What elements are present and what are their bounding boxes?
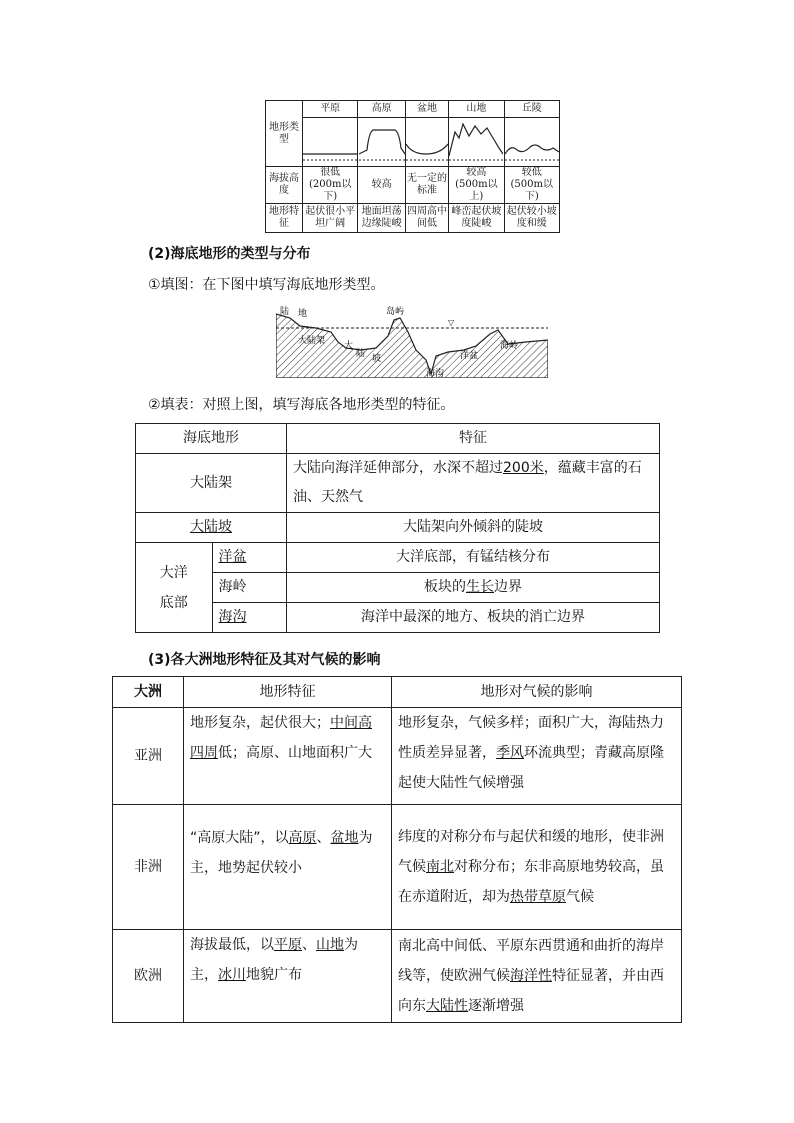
profile-hill [504,118,559,167]
label-island: 岛屿 [386,307,405,317]
seafloor-trench-name: 海沟 [212,603,286,633]
continent-africa-terrain: “高原大陆”，以高原、盆地为主，地势起伏较小 [184,805,392,930]
profile-mountain [449,118,504,167]
seafloor-header-feature: 特征 [287,424,660,454]
seafloor-shelf-feature: 大陆向海洋延伸部分，水深不超过200米，蕴藏丰富的石油、天然气 [287,454,660,513]
seafloor-table [135,423,660,633]
header-plateau: 高原 [358,101,406,118]
seafloor-ridge-feature: 板块的生长边界 [287,573,660,603]
altitude-basin: 无一定的标准 [405,167,448,204]
header-mountain: 山地 [449,101,504,118]
section3-title: (3)各大洲地形特征及其对气候的影响 [148,652,381,668]
label-slope-2: 陆 [356,349,366,359]
seafloor-ridge-name: 海岭 [212,573,286,603]
feature-mountain: 峰峦起伏坡度陡峻 [449,204,504,233]
seafloor-header-terrain: 海底地形 [136,424,287,454]
label-land-1: 陆 [280,307,290,317]
instruction-fill-table: ②填表：对照上图，填写海底各地形类型的特征。 [148,397,455,413]
continent-europe-climate: 南北高中间低、平原东西贯通和曲折的海岸线等，使欧洲气候海洋性特征显著，并由西向东大陆性逐渐增强 [392,930,682,1023]
altitude-plateau: 较高 [358,167,406,204]
altitude-hill: 较低(500m以下) [504,167,559,204]
instruction-fill-diagram: ①填图：在下图中填写海底地形类型。 [148,277,385,293]
continent-asia-climate: 地形复杂，气候多样；面积广大，海陆热力性质差异显著，季风环流典型；青藏高原隆起使大陆性气候增强 [392,708,682,805]
profile-basin [405,118,448,167]
continent-header-name: 大洲 [113,677,184,708]
continent-asia-terrain: 地形复杂，起伏很大；中间高四周低；高原、山地面积广大 [184,708,392,805]
continent-europe-name: 欧洲 [113,930,184,1023]
header-basin: 盆地 [405,101,448,118]
seafloor-basin-feature: 大洋底部，有锰结核分布 [287,543,660,573]
feature-plateau: 地面坦荡边缘陡峻 [358,204,406,233]
altitude-mountain: 较高(500m以上) [449,167,504,204]
header-plain: 平原 [303,101,358,118]
continent-africa-name: 非洲 [113,805,184,930]
seafloor-profile-diagram [276,306,548,378]
label-basin: 洋盆 [460,351,479,361]
row-label-type: 地形类型 [266,101,303,167]
seafloor-slope-feature: 大陆架向外倾斜的陡坡 [287,513,660,543]
profile-plain [303,118,358,167]
continent-africa-climate: 纬度的对称分布与起伏和缓的地形，使非洲气候南北对称分布；东非高原地势较高，虽在赤道附近，却为热带草原气候 [392,805,682,930]
landform-table [265,100,560,233]
label-shelf: 大陆架 [298,336,326,346]
label-trench: 海沟 [426,369,445,378]
label-land-2: 地 [298,309,308,319]
seafloor-shelf-name: 大陆架 [136,454,287,513]
continent-table [112,676,682,1023]
feature-hill: 起伏较小坡度和缓 [504,204,559,233]
label-ridge: 海岭 [500,341,519,351]
label-slope-1: 大 [344,341,354,351]
continent-header-climate: 地形对气候的影响 [392,677,682,708]
row-label-altitude: 海拔高度 [266,167,303,204]
svg-text:▽: ▽ [448,318,455,327]
profile-plateau [358,118,406,167]
seafloor-trench-feature: 海洋中最深的地方、板块的消亡边界 [287,603,660,633]
header-hill: 丘陵 [504,101,559,118]
feature-basin: 四周高中间低 [405,204,448,233]
continent-asia-name: 亚洲 [113,708,184,805]
feature-plain: 起伏很小平坦广阔 [303,204,358,233]
section2-title: (2)海底地形的类型与分布 [148,246,311,262]
seafloor-slope-name: 大陆坡 [136,513,287,543]
seafloor-basin-name: 洋盆 [212,543,286,573]
altitude-plain: 很低(200m以下) [303,167,358,204]
continent-header-terrain: 地形特征 [184,677,392,708]
row-label-feature: 地形特征 [266,204,303,233]
label-slope-3: 坡 [372,354,382,364]
continent-europe-terrain: 海拔最低，以平原、山地为主，冰川地貌广布 [184,930,392,1023]
seafloor-ocean-floor-label: 大洋底部 [136,543,213,633]
